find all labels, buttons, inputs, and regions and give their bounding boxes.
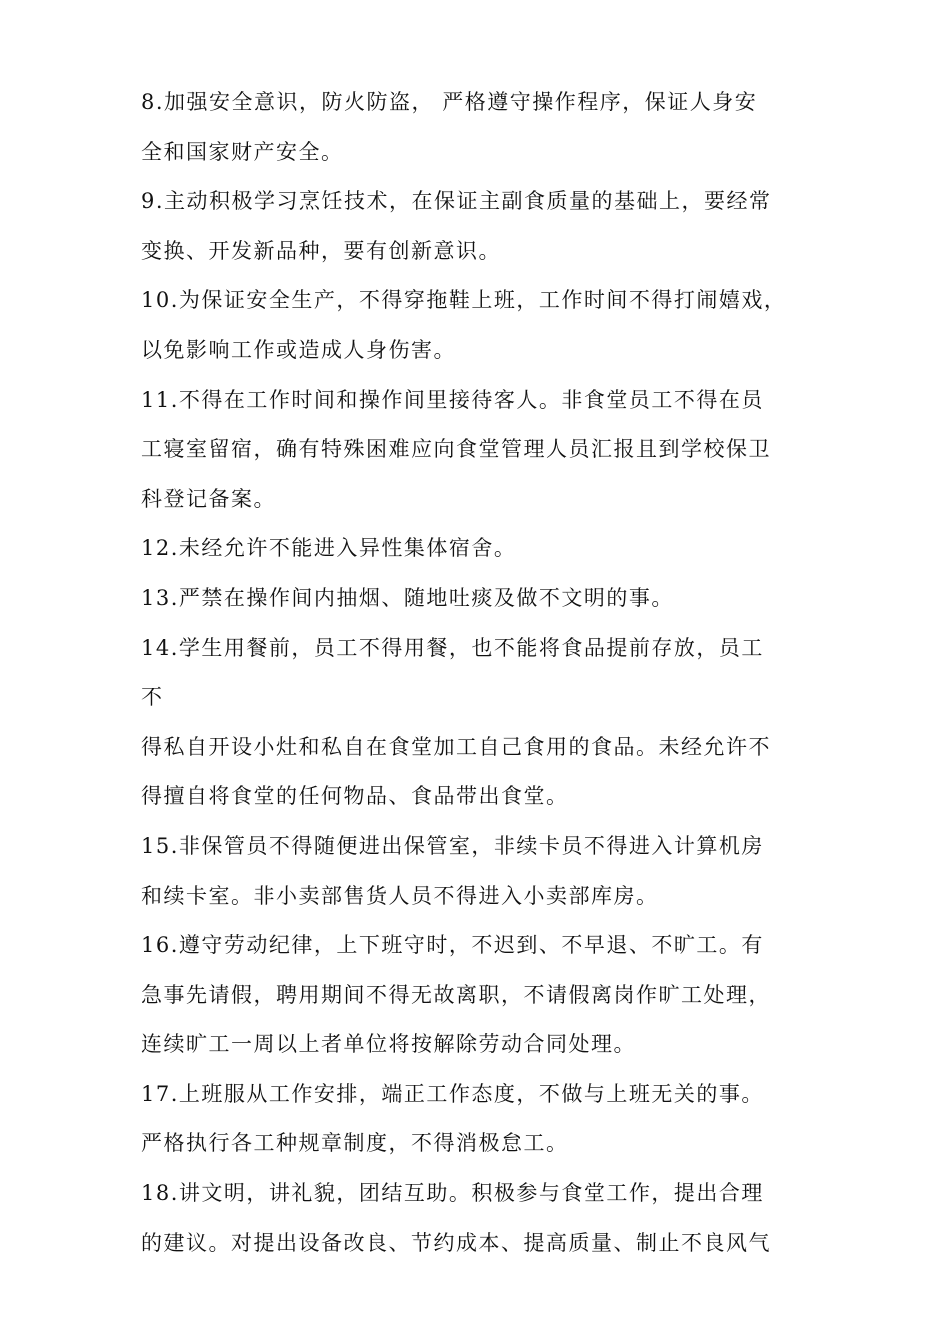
text-line: 得私自开设小灶和私自在食堂加工自己食用的食品。未经允许不	[141, 734, 771, 759]
text-line: 11.不得在工作时间和操作间里接待客人。非食堂员工不得在员	[141, 387, 764, 412]
text-line: 8.加强安全意识，防火防盗， 严格遵守操作程序，保证人身安	[141, 90, 758, 114]
text-line: 全和国家财产安全。	[141, 139, 344, 164]
rules-text-block	[141, 82, 831, 1272]
text-line: 以免影响工作或造成人身伤害。	[141, 337, 456, 362]
text-line: 14.学生用餐前，员工不得用餐，也不能将食品提前存放，员工	[141, 635, 764, 660]
text-line: 和续卡室。非小卖部售货人员不得进入小卖部库房。	[141, 883, 659, 908]
text-line: 严格执行各工种规章制度，不得消极怠工。	[141, 1131, 569, 1156]
text-line: 18.讲文明，讲礼貌，团结互助。积极参与食堂工作，提出合理	[141, 1181, 764, 1206]
text-line: 17.上班服从工作安排，端正工作态度，不做与上班无关的事。	[141, 1081, 764, 1106]
text-line: 工寝室留宿，确有特殊困难应向食堂管理人员汇报且到学校保卫	[141, 437, 771, 462]
text-line: 12.未经允许不能进入异性集体宿舍。	[141, 536, 517, 561]
text-line: 不	[141, 685, 164, 710]
text-line: 急事先请假，聘用期间不得无故离职，不请假离岗作旷工处理，	[141, 982, 771, 1007]
text-line: 科登记备案。	[141, 486, 276, 511]
text-line: 9.主动积极学习烹饪技术，在保证主副食质量的基础上，要经常	[141, 189, 772, 214]
text-line: 得擅自将食堂的任何物品、食品带出食堂。	[141, 784, 569, 809]
text-line: 16.遵守劳动纪律，上下班守时，不迟到、不早退、不旷工。有	[141, 933, 764, 958]
text-line: 连续旷工一周以上者单位将按解除劳动合同处理。	[141, 1032, 636, 1057]
text-line: 变换、开发新品种，要有创新意识。	[141, 238, 501, 263]
text-line: 10.为保证安全生产，不得穿拖鞋上班，工作时间不得打闹嬉戏，	[141, 288, 787, 313]
text-line: 15.非保管员不得随便进出保管室，非续卡员不得进入计算机房	[141, 833, 764, 858]
text-line: 的建议。对提出设备改良、节约成本、提高质量、制止不良风气	[141, 1230, 771, 1255]
text-line: 13.严禁在操作间内抽烟、随地吐痰及做不文明的事。	[141, 585, 674, 610]
